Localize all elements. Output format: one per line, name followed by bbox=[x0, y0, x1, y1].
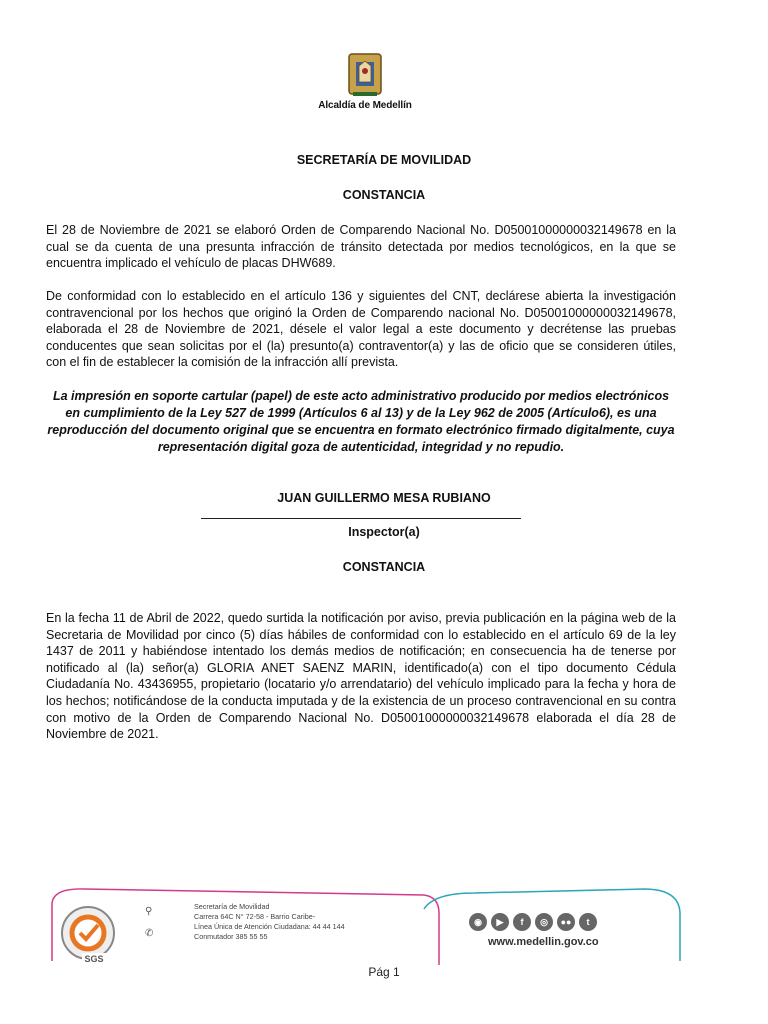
logo-block bbox=[300, 52, 430, 111]
footer bbox=[44, 883, 684, 965]
sgs-text: SGS bbox=[84, 954, 104, 964]
legal-note: La impresión en soporte cartular (papel) de este acto administrativo producido por medios electrónicos en cumplimiento de la Ley 527 de 1999 (Artículos 6 al 13) y de la Ley 962 de 2005 (Artículo6), es una reproducción del documento original que se encuentra en formato electrónico firmado digitalmente, cuya representación digital goza de autenticidad, integridad y no repudio. bbox=[47, 389, 675, 454]
sgs-certification-icon bbox=[58, 905, 118, 965]
youtube-icon[interactable]: ▶ bbox=[491, 913, 509, 931]
department-title: SECRETARÍA DE MOVILIDAD bbox=[296, 153, 472, 167]
facebook-icon[interactable]: f bbox=[513, 913, 531, 931]
paragraph-investigation: De conformidad con lo establecido en el artículo 136 y siguientes del CNT, declárese abierta la investigación contravencional por los hechos que originó la Orden de Comparendo nacional No. D05001000000032149678, elaborada el 28 de Noviembre de 2021, désele el valor legal a este documento y decrétense las pruebas conducentes que sean solicitas por el (la) presunto(a) contraventor(a) y las de oficio que se consideren útiles, con el fin de establecer la comisión de la infracción allí prevista. bbox=[46, 289, 676, 370]
medellin-coat-of-arms-icon bbox=[347, 52, 383, 98]
social-icons bbox=[469, 913, 597, 931]
address-line: Línea Única de Atención Ciudadana: 44 44 144 bbox=[194, 922, 345, 931]
signer-role: Inspector(a) bbox=[348, 525, 420, 539]
flickr-icon[interactable]: ●● bbox=[557, 913, 575, 931]
instagram-icon[interactable]: ◎ bbox=[535, 913, 553, 931]
logo-caption: Alcaldía de Medellín bbox=[318, 100, 412, 111]
constancia-title-1: CONSTANCIA bbox=[342, 188, 426, 202]
signature-line bbox=[201, 518, 521, 519]
page-number: Pág 1 bbox=[368, 965, 400, 979]
address-line: Carrera 64C N° 72-58 - Barrio Caribe- bbox=[194, 912, 316, 921]
signer-name: JUAN GUILLERMO MESA RUBIANO bbox=[277, 491, 491, 505]
footer-address bbox=[194, 902, 345, 942]
address-line: Secretaría de Movilidad bbox=[194, 902, 270, 911]
rss-icon[interactable]: ◉ bbox=[469, 913, 487, 931]
location-pin-icon: ⚲ bbox=[145, 906, 153, 917]
paragraph-notification: En la fecha 11 de Abril de 2022, quedo surtida la notificación por aviso, previa publicación en la página web de la Secretaria de Movilidad por cinco (5) días hábiles de conformidad con lo establecido en el artículo 69 de la ley 1437 de 2011 y habiéndose intentado los demás medios de notificación; en consecuencia ha de tenerse por notificado al (la) señor(a) GLORIA ANET SAENZ MARIN, identificado(a) con el tipo documento Cédula Ciudadanía No. 43436955, propietario (locatario y/o arrendatario) del vehículo implicado para la fecha y hora de los hechos; notificándose de la conducta imputada y de la existencia de un proceso contravencional en su contra con motivo de la Orden de Comparendo Nacional No. D05001000000032149678 elaborada el día 28 de Noviembre de 2021. bbox=[46, 611, 676, 742]
website-link[interactable]: www.medellin.gov.co bbox=[488, 936, 599, 948]
paragraph-order-info: El 28 de Noviembre de 2021 se elaboró Orden de Comparendo Nacional No. D05001000000032149678 en la cual se da cuenta de una presunta infracción de tránsito detectada por medios tecnológicos, en la que se encuentra implicado el vehículo de placas DHW689. bbox=[46, 223, 676, 271]
twitter-icon[interactable]: t bbox=[579, 913, 597, 931]
constancia-title-2: CONSTANCIA bbox=[342, 560, 426, 574]
address-line: Conmutador 385 55 55 bbox=[194, 932, 268, 941]
phone-icon: ✆ bbox=[145, 928, 154, 939]
